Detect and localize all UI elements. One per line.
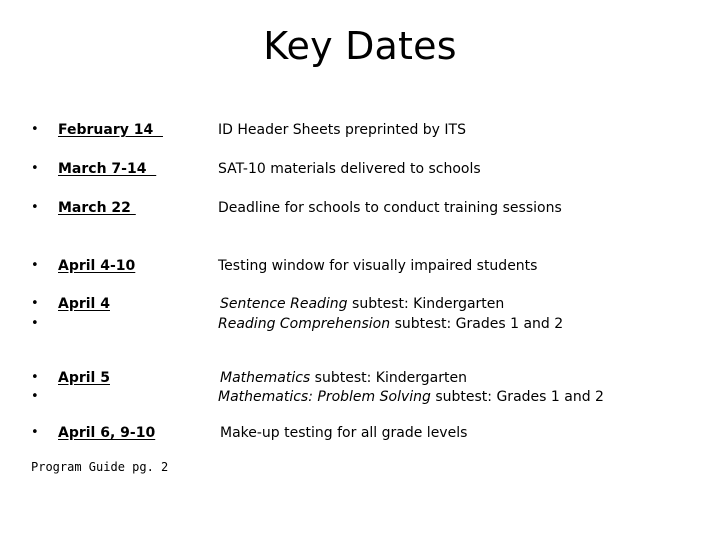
bullet: • [31, 370, 39, 385]
date-label: April 4 [58, 296, 110, 312]
description-line [220, 368, 467, 388]
subtest-detail: subtest: Kindergarten [347, 296, 505, 312]
footer-note: Program Guide pg. 2 [31, 460, 169, 474]
description: ID Header Sheets preprinted by ITS [218, 122, 466, 138]
bullet: • [31, 122, 39, 137]
list-item [0, 423, 720, 447]
description-line [220, 294, 504, 314]
page-title: Key Dates [263, 24, 457, 68]
list-item [0, 368, 720, 412]
bullet: • [31, 316, 39, 331]
description-line [218, 314, 563, 334]
list-item [0, 294, 720, 338]
subtest-detail: subtest: Grades 1 and 2 [390, 316, 564, 332]
subtest-name: Sentence Reading [220, 296, 348, 312]
subtest-name: Mathematics [220, 370, 311, 386]
date-label: April 4-10 [58, 258, 136, 274]
description: Testing window for visually impaired students [218, 258, 538, 274]
date-label: March 22 [58, 200, 136, 216]
subtest-detail: subtest: Grades 1 and 2 [430, 389, 604, 405]
description-line [218, 387, 604, 407]
list-item [0, 159, 720, 183]
bullet: • [31, 161, 39, 176]
subtest-detail: subtest: Kindergarten [310, 370, 467, 386]
description: SAT-10 materials delivered to schools [218, 161, 481, 177]
description: Make-up testing for all grade levels [220, 425, 468, 441]
description: Deadline for schools to conduct training sessions [218, 200, 562, 216]
subtest-name: Mathematics: Problem Solving [218, 389, 431, 405]
subtest-name: Reading Comprehension [218, 316, 391, 332]
date-label: April 6, 9-10 [58, 425, 156, 441]
list-item [0, 256, 720, 280]
bullet: • [31, 425, 39, 440]
bullet: • [31, 258, 39, 273]
date-label: February 14 [58, 122, 163, 138]
bullet: • [31, 389, 39, 404]
bullet: • [31, 296, 39, 311]
date-label: March 7-14 [58, 161, 157, 177]
list-item [0, 120, 720, 144]
bullet: • [31, 200, 39, 215]
date-label: April 5 [58, 370, 110, 386]
list-item [0, 198, 720, 222]
